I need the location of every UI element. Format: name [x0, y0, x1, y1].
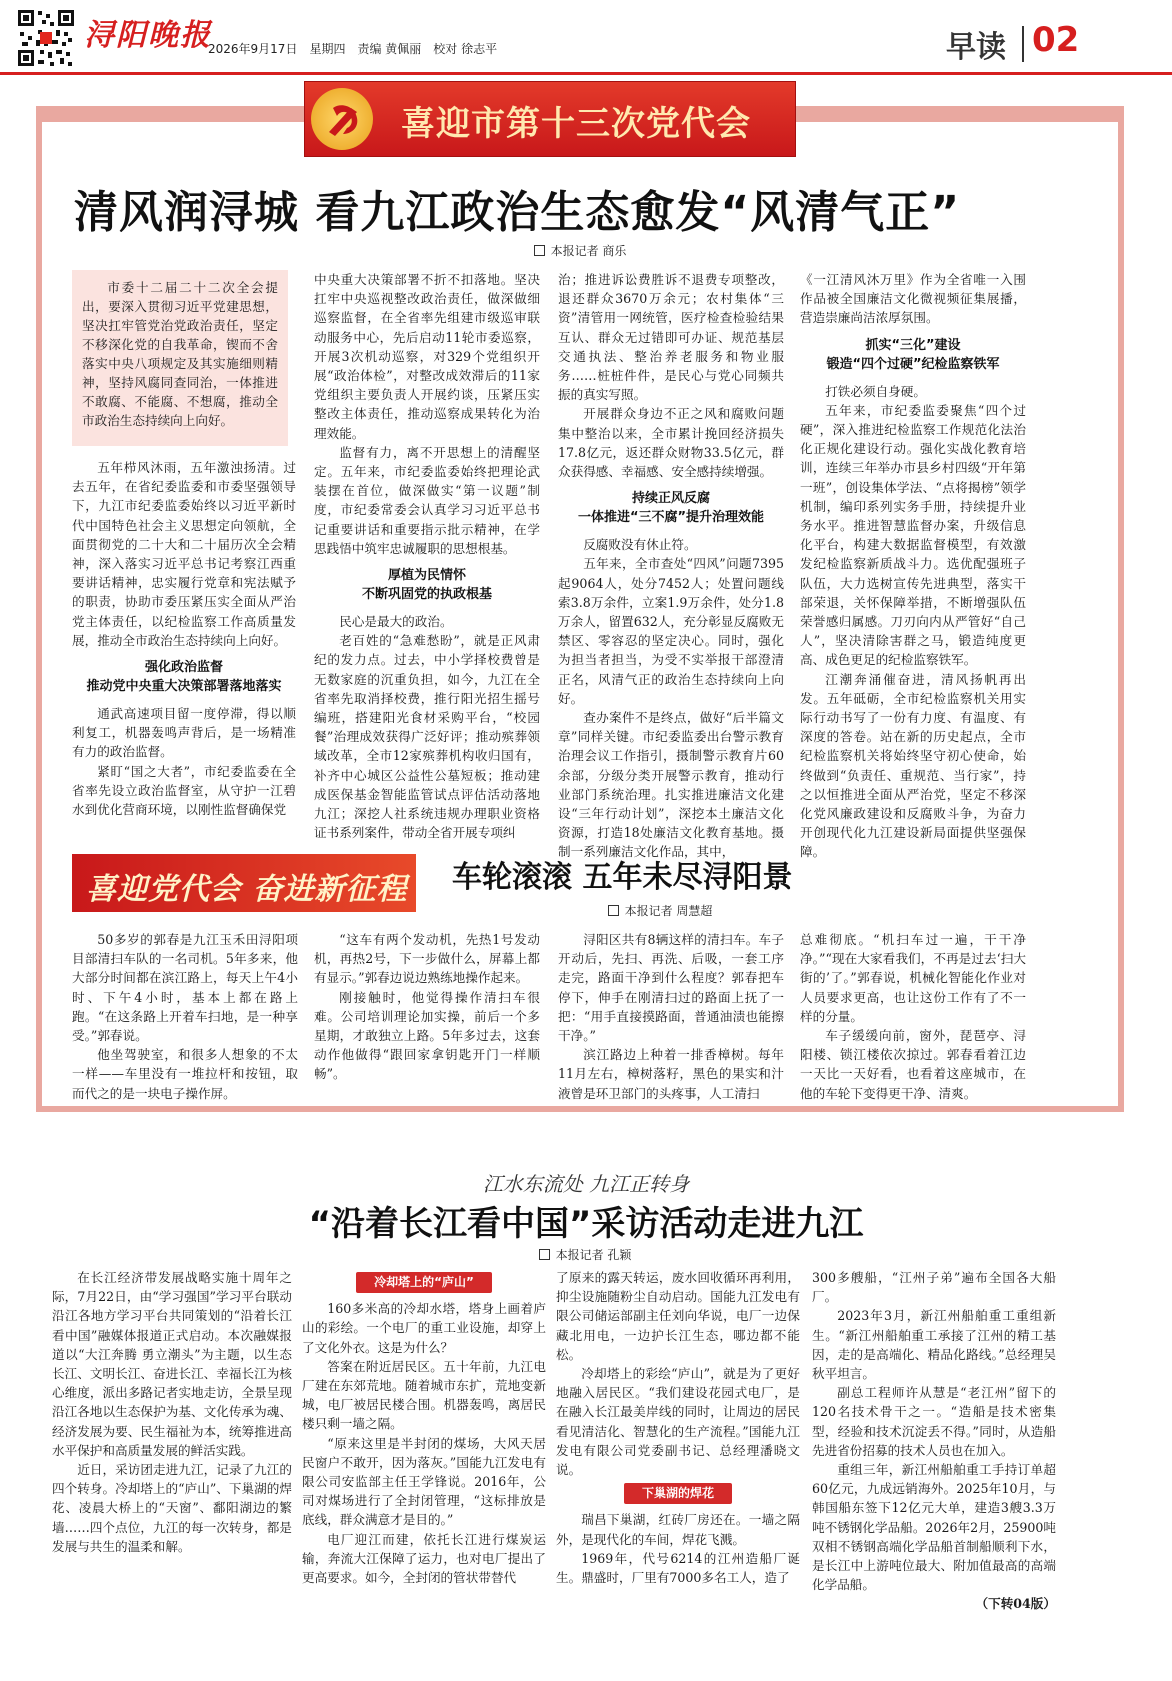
paragraph: “这车有两个发动机，先热1号发动机，再热2号，下一步做什么，屏幕上都有显示。”郭春边说边熟练地操作起来。 — [314, 932, 540, 986]
slogan-text: 喜迎党代会 奋进新征程 — [86, 872, 408, 907]
paragraph: 刚接触时，他觉得操作清扫车很难。公司培训理论加实操，前后一个多星期，才敢独立上路。5年多过去，这套动作他做得“跟回家拿钥匙开门一样顺畅”。 — [314, 989, 540, 1082]
a2-column-1 — [72, 930, 298, 1101]
a3-column-2 — [302, 1268, 546, 1672]
section-tag-label: 冷却塔上的“庐山” — [356, 1272, 492, 1293]
paragraph: 160多米高的冷却水塔，塔身上画着庐山的彩绘。一个电厂的重工业设施，却穿上了文化外衣。这是为什么？ — [302, 1301, 546, 1355]
a1-column-2 — [314, 270, 540, 844]
subheading: 抓实“三化”建设 锻造“四个过硬”纪检监察铁军 — [826, 337, 1000, 372]
paragraph: 重组三年，新江州船舶重工手持订单超60亿元，九成远销海外。2025年10月，与韩国船东签下12亿元大单，建造3艘3.3万吨不锈钢化学品船。2026年2月，25900吨双相不锈钢高端化学品船首制船顺利下水，是长江中上游吨位最大、附加值最高的高端化学品船。 — [812, 1462, 1056, 1593]
a3-column-3 — [556, 1268, 800, 1672]
paragraph: 开展群众身边不正之风和腐败问题集中整治以来，全市累计挽回经济损失17.8亿元，返还群众财物33.5亿元，群众获得感、幸福感、安全感持续增强。 — [558, 406, 784, 480]
paragraph: 近日，采访团走进九江，记录了九江的四个转身。冷却塔上的“庐山”、下巢湖的焊花、凌晨大桥上的“天窗”、鄱阳湖边的繁墙……四个点位，九江的每一次转身，都是发展与共生的温柔和解。 — [52, 1462, 292, 1554]
section-name: 早读 — [946, 30, 1006, 65]
paragraph: 《一江清风沐万里》作为全省唯一入围作品被全国廉洁文化微视频征集展播，营造崇廉尚洁浓厚氛围。 — [800, 272, 1026, 326]
byline-text: 本报记者 周慧超 — [624, 904, 713, 918]
paragraph: 治；推进诉讼费胜诉不退费专项整改，退还群众3670万余元；农村集体“三资”清管用一网统管，医疗检查检验结果互认、群众无过错即可办证、规范基层交通执法、整治养老服务和物业服务……桩桩件件，是民心与党心同频共振的真实写照。 — [558, 272, 784, 403]
a1-column-4 — [800, 270, 1026, 860]
paragraph: 他坐驾驶室，和很多人想象的不太一样——车里没有一堆拉杆和按钮，取而代之的是一块电子操作屏。 — [72, 1047, 298, 1101]
headline-2: 车轮滚滚 五年未尽浔阳景 — [452, 860, 793, 895]
headline-3: “沿着长江看中国”采访活动走进九江 — [308, 1204, 864, 1244]
paragraph: 民心是最大的政治。 — [339, 614, 453, 630]
headline-1: 清风润浔城 看九江政治生态愈发“风清气正” — [74, 187, 961, 238]
paragraph: 紧盯“国之大者”，市纪委监委在全省率先设立政治监督室，从守护一江碧水到优化营商环境，以刚性监督确保党 — [72, 763, 296, 818]
section-tag — [556, 1483, 800, 1504]
byline-1 — [420, 242, 740, 259]
paragraph: 打铁必须自身硬。 — [825, 383, 926, 399]
paragraph: 反腐败没有休止符。 — [583, 537, 697, 553]
paragraph: 查办案件不是终点，做好“后半篇文章”同样关键。市纪委监委出台警示教育治理会议工作指引，摄制警示教育片60余部，分级分类开展警示教育，推动行业部门系统治理。扎实推进廉洁文化建设“三年行动计划”，深挖本土廉洁文化资源，打造18处廉洁文化教育基地。摄制一系列廉洁文化作品，其中， — [558, 710, 784, 860]
a2-column-3 — [558, 930, 784, 1101]
masthead-rule — [0, 72, 1172, 75]
qr-code-icon — [16, 8, 76, 68]
kicker-3: 江水东流处 九江正转身 — [482, 1172, 690, 1196]
paragraph: 1969年，代号6214的江州造船厂诞生。鼎盛时，厂里有7000多名工人，造了 — [556, 1550, 800, 1586]
paragraph: “原来这里是半封闭的煤场，大风天居民窗户不敢开，因为落灰。”国能九江发电有限公司安监部主任王学锋说。2016年，公司对煤场进行了全封闭管理，“这标排放是底线，群众满意才是目的。” — [302, 1435, 546, 1528]
subheading: 强化政治监督 推动党中央重大决策部署落地落实 — [86, 660, 282, 695]
a1-column-1 — [72, 458, 296, 846]
date-line: 2026年9月17日 星期四 责编 黄佩丽 校对 徐志平 — [208, 42, 498, 56]
paper-logo: 浔阳晚报 — [84, 18, 212, 53]
paragraph: 浔阳区共有8辆这样的清扫车。车子开动后，先扫、再洗、后吸，一套工序走完，路面干净到什么程度？郭春把车停下，伸手在刚清扫过的路面上抚了一把：“用手直接摸路面，普通油渍也能擦干净。” — [558, 932, 784, 1044]
continued-note[interactable]: （下转04版） — [975, 1596, 1056, 1612]
paragraph: 总难彻底。“机扫车过一遍，干干净净。”“现在大家看我们，不再是过去‘扫大街的’了。”郭春说，机械化智能化作业对人员要求更高，也让这份工作有了不一样的分量。 — [800, 932, 1026, 1024]
byline-box-icon — [534, 245, 545, 256]
paragraph: 了原来的露天转运，废水回收循环再利用，抑尘设施随粉尘自动启动。国能九江发电有限公司储运部副主任刘向华说，电厂一边保藏北用电，一边护长江生态，哪边都不能松。 — [556, 1270, 800, 1362]
paragraph: 瑞昌下巢湖，红砖厂房还在。一墙之隔外，是现代化的车间，焊花飞溅。 — [556, 1512, 800, 1547]
paragraph: 300多艘船，“江州子弟”遍布全国各大船厂。 — [812, 1270, 1056, 1305]
a3-column-4 — [812, 1268, 1056, 1672]
lead-text: 市委十二届二十二次全会提出，要深入贯彻习近平党建思想，坚决扛牢管党治党政治责任，坚定不移深化党的自我革命，锲而不舍落实中央八项规定及其实施细则精神，坚持风腐同查同治，一体推进不敢腐、不能腐、不想腐，推动全市政治生态持续向上向好。 — [82, 280, 278, 428]
paragraph: 2023年3月，新江州船舶重工重组新生。“新江州船舶重工承接了江州的精工基因，走的是高端化、精品化路线。”总经理吴秋平坦言。 — [812, 1308, 1056, 1382]
paragraph: 五年来，市纪委监委聚焦“四个过硬”，深入推进纪检监察工作规范化法治化正规化建设行动。强化实战化教育培训，连续三年举办市县乡村四级“开年第一班”，创设集体学法、“点将揭榜”领学机制，编印系列实务手册，持续提升业务水平。推进智慧监督办案，升级信息化平台，构建大数据监督模型，有效激发纪检监察新质战斗力。选优配强班子队伍，大力选树宣传先进典型，落实干部荣退，关怀保障举措，不断增强队伍荣誉感归属感。刀刃向内从严管好“自己人”，坚决清除害群之马，锻造纯度更高、成色更足的纪检监察铁军。 — [800, 402, 1026, 668]
byline-2 — [540, 902, 780, 919]
paragraph: 50多岁的郭春是九江玉禾田浔阳项目部清扫车队的一名司机。5年多来，他大部分时间都在滨江路上，每天上午4小时、下午4小时，基本上都在路上跑。“在这条路上开着车扫地，是一种享受。”郭春说。 — [72, 932, 298, 1044]
paragraph: 冷却塔上的彩绘“庐山”，就是为了更好地融入居民区。“我们建设花园式电厂，是在融入长江最美岸线的同时，让周边的居民看见清洁化、智慧化的生产流程。”国能九江发电有限公司党委副书记、总经理潘晓文说。 — [556, 1366, 800, 1478]
byline-box-icon — [608, 905, 619, 916]
paragraph: 五年栉风沐雨，五年激浊扬清。过去五年，在省纪委监委和市委坚强领导下，九江市纪委监委始终以习近平新时代中国特色社会主义思想定向领航，全面贯彻党的二十大和二十届历次全会精神，深入落实习近平总书记考察江西重要讲话精神，忠实履行党章和宪法赋予的职责，协助市委压紧压实全面从严治党主体责任，以纪检监察工作高质量发展，推动全市政治生态持续向上向好。 — [72, 460, 296, 648]
paragraph: 监督有力，离不开思想上的清醒坚定。五年来，市纪委监委始终把理论武装摆在首位，做深做实“第一议题”制度，市纪委常委会认真学习习近平总书记重要讲话和重要指示批示精神，在学思践悟中筑牢忠诚履职的思想根基。 — [314, 444, 540, 556]
byline-3 — [460, 1246, 710, 1263]
section-tag-label: 下巢湖的焊花 — [624, 1483, 732, 1504]
paragraph: 通武高速项目留一度停滞，得以顺利复工，机器轰鸣声背后，是一场精准有力的政治监督。 — [72, 706, 296, 760]
banner-title: 喜迎市第十三次党代会 — [401, 104, 751, 144]
paragraph: 老百姓的“急难愁盼”，就是正风肃纪的发力点。过去，中小学择校费曾是无数家庭的沉重负担，如今，九江在全省率先取消择校费，推行阳光招生摇号编班，搭建阳光食材采购平台，“校园餐”治理成效获得广泛好评；推动殡葬领域改革，全市12家殡葬机构收归国有，补齐中心城区公益性公墓短板；推动建成医保基金智能监管试点评估活动落地九江；深挖人社系统违规办理职业资格证书系列案件，带动全省开展专项纠 — [314, 633, 540, 841]
banner-congress-slogan — [72, 854, 416, 912]
a2-column-4 — [800, 930, 1026, 1101]
banner-party-congress — [304, 81, 796, 157]
a3-column-1 — [52, 1268, 292, 1672]
a1-column-3 — [558, 270, 784, 860]
subheading: 持续正风反腐 一体推进“三不腐”提升治理效能 — [577, 491, 765, 526]
section-tag — [302, 1272, 546, 1293]
paragraph: 中央重大决策部署不折不扣落地。坚决扛牢中央巡视整改政治责任，做深做细巡察监督，在全省率先组建市级巡审联动服务中心，先后启动11轮市委巡察，开展3次机动巡察，对329个党组织开展“政治体检”，对整改成效滞后的11家党组织主要负责人开展约谈，压紧压实整改主体责任，推动巡察成果转化为治理效能。 — [314, 272, 540, 441]
paragraph: 滨江路边上种着一排香樟树。每年11月左右，樟树落籽，黑色的果实和汁液曾是环卫部门的头疼事，人工清扫 — [558, 1047, 784, 1101]
a2-column-2 — [314, 930, 540, 1090]
page-number: 02 — [1032, 20, 1080, 60]
byline-box-icon — [539, 1249, 550, 1260]
party-emblem-icon — [311, 88, 373, 150]
paragraph: 副总工程师许从慧是“老江州”留下的120名技术骨干之一。“造船是技术密集型，经验和技术沉淀丢不得。”同时，从造船先进省份招募的技术人员也在加入。 — [812, 1385, 1056, 1458]
paragraph: 在长江经济带发展战略实施十周年之际，7月22日，由“学习强国”学习平台联动沿江各地方学习平台共同策划的“沿着长江看中国”融媒体报道正式启动。本次融媒报道以“大江奔腾 勇立潮头”为主题，以生态长江、文明长江、奋进长江、幸福长江为核心维度，派出多路记者实地走访，全景呈现沿江各地以生态保护为基、文化传承为魂、经济发展为要、民生福祉为本，统筹推进高水平保护和高质量发展的鲜活实践。 — [52, 1270, 292, 1458]
paragraph: 江潮奔涌催奋进，清风扬帆再出发。五年砥砺，全市纪检监察机关用实际行动书写了一份有力度、有温度、有深度的答卷。站在新的历史起点，全市纪检监察机关将始终坚守初心使命，始终做到“负责任、重规范、当行家”，持之以恒推进全面从严治党，坚定不移深化党风廉政建设和反腐败斗争，为奋力开创现代化九江建设新局面提供坚强保障。 — [800, 671, 1026, 860]
subheading: 厚植为民情怀 不断巩固党的执政根基 — [361, 568, 492, 603]
section-divider — [1022, 26, 1024, 62]
paragraph: 答案在附近居民区。五十年前，九江电厂建在东郊荒地。随着城市东扩，荒地变新城，电厂被居民楼合围。机器轰鸣，离居民楼只剩一墙之隔。 — [302, 1358, 546, 1432]
paragraph: 五年来，全市查处“四风”问题7395起9064人，处分7452人；处置问题线索3.8万余件，立案1.9万余件，处分1.8万余人，留置632人，充分彰显反腐败无禁区、零容忍的坚定决心。同时，强化为担当者担当，为受不实举报干部澄清正名，风清气正的政治生态持续向上向好。 — [558, 556, 784, 706]
lead-box — [72, 270, 288, 446]
qr-code[interactable] — [16, 8, 76, 68]
paragraph: 电厂迎江而建，依托长江进行煤炭运输，奔流大江保障了运力，也对电厂提出了更高要求。如今，全封闭的管状带替代 — [302, 1531, 546, 1586]
byline-text: 本报记者 商乐 — [550, 244, 627, 258]
paragraph: 车子缓缓向前，窗外，琵琶亭、浔阳楼、锁江楼依次掠过。郭春看着江边一天比一天好看，也看着这座城市，在他的车轮下变得更干净、清爽。 — [800, 1028, 1026, 1101]
byline-text: 本报记者 孔颖 — [555, 1248, 632, 1262]
